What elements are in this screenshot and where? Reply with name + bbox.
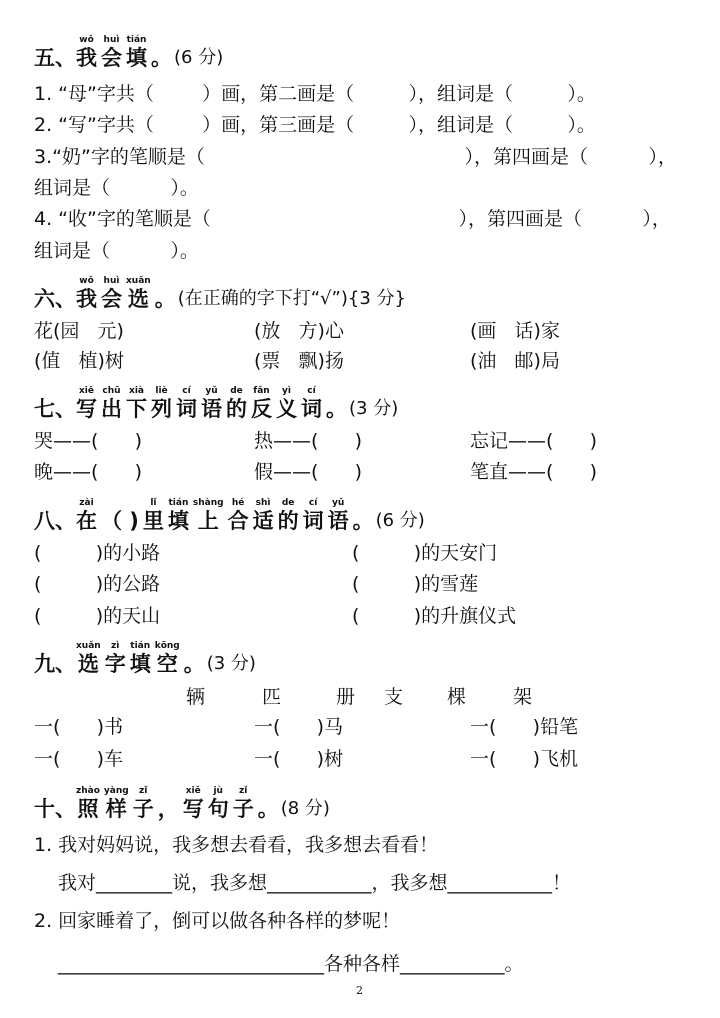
s5-line-1: 1. “母”字共（ ）画，第二画是（ ），组词是（ ）。 bbox=[34, 83, 596, 105]
s9-item: 一( )铅笔 bbox=[470, 716, 579, 738]
section-6-number: 六、 bbox=[34, 287, 76, 311]
section-8-score: (6 分) bbox=[375, 510, 425, 531]
ruby-char: jù 句 bbox=[207, 786, 229, 821]
ruby-char: lǐ 里 bbox=[142, 498, 164, 533]
ruby-char: xuǎn 选 bbox=[76, 641, 101, 676]
s10-fill-1: 我对________说，我多想___________，我多想___________！ bbox=[58, 872, 572, 894]
ruby-char: kōng 空 bbox=[154, 641, 180, 676]
ruby-char: hé 合 bbox=[227, 498, 249, 533]
ruby-char: wǒ 我 bbox=[76, 35, 97, 70]
page-number: 2 bbox=[356, 984, 363, 997]
s6-item: (油 邮)局 bbox=[470, 350, 560, 372]
s9-option: 支 bbox=[384, 686, 404, 708]
ruby-char: yì 义 bbox=[276, 386, 297, 421]
ruby-char: （ ) bbox=[101, 509, 139, 533]
s7-item: 哭——( ) bbox=[34, 430, 143, 452]
ruby-char: ， bbox=[157, 797, 179, 821]
s6-item: (值 植)树 bbox=[34, 350, 124, 372]
s9-option: 棵 bbox=[447, 686, 467, 708]
ruby-char: xià 下 bbox=[126, 386, 147, 421]
s9-item: 一( )书 bbox=[34, 716, 124, 738]
ruby-char: shì 适 bbox=[252, 498, 274, 533]
section-10-score: (8 分) bbox=[280, 798, 330, 819]
ruby-char: wǒ 我 bbox=[76, 276, 97, 311]
section-8-number: 八、 bbox=[34, 509, 76, 533]
heading-period: 。 bbox=[257, 797, 279, 821]
s5-line-3: 3.“奶”字的笔顺是（ ），第四画是（ ）， bbox=[34, 146, 677, 168]
ruby-char: yǔ 语 bbox=[327, 498, 349, 533]
s9-option: 册 bbox=[336, 686, 356, 708]
ruby-char: xiě 写 bbox=[76, 386, 97, 421]
ruby-char: xuǎn 选 bbox=[126, 276, 151, 311]
s8-item: ( )的公路 bbox=[34, 573, 161, 595]
heading-period: 。 bbox=[352, 509, 374, 533]
ruby-char: yàng 样 bbox=[103, 786, 129, 821]
s6-item: (画 话)家 bbox=[470, 320, 560, 342]
ruby-char: cí 词 bbox=[302, 498, 324, 533]
section-7-number: 七、 bbox=[34, 397, 76, 421]
s8-item: ( )的雪莲 bbox=[352, 573, 479, 595]
s8-item: ( )的升旗仪式 bbox=[352, 605, 517, 627]
ruby-char: de 的 bbox=[226, 386, 247, 421]
s9-option: 架 bbox=[513, 686, 533, 708]
ruby-char: xiě 写 bbox=[182, 786, 204, 821]
s10-example-1: 1. 我对妈妈说，我多想去看看，我多想去看看！ bbox=[34, 834, 439, 856]
section-9-number: 九、 bbox=[34, 652, 76, 676]
s8-item: ( )的天安门 bbox=[352, 542, 498, 564]
s7-item: 热——( ) bbox=[254, 430, 363, 452]
s10-example-2: 2. 回家睡着了，倒可以做各种各样的梦呢！ bbox=[34, 910, 401, 932]
section-5-score: (6 分) bbox=[174, 47, 224, 68]
s5-line-4: 组词是（ ）。 bbox=[34, 177, 199, 199]
section-9-heading bbox=[34, 641, 256, 677]
section-10-heading bbox=[34, 786, 330, 822]
ruby-char: cí 词 bbox=[301, 386, 322, 421]
ruby-char: zhào 照 bbox=[76, 786, 100, 821]
s10-fill-2: ____________________________各种各样___________。 bbox=[58, 953, 524, 975]
s9-option: 辆 bbox=[186, 686, 206, 708]
section-5-number: 五、 bbox=[34, 46, 76, 70]
ruby-char: tián 填 bbox=[126, 35, 147, 70]
ruby-char: liè 列 bbox=[151, 386, 172, 421]
s7-item: 忘记——( ) bbox=[470, 430, 598, 452]
s6-item: 花(园 元) bbox=[34, 320, 124, 342]
ruby-char: huì 会 bbox=[101, 35, 122, 70]
s9-item: 一( )飞机 bbox=[470, 748, 579, 770]
s9-item: 一( )树 bbox=[254, 748, 344, 770]
s9-option: 匹 bbox=[262, 686, 282, 708]
s8-item: ( )的小路 bbox=[34, 542, 161, 564]
section-10-number: 十、 bbox=[34, 797, 76, 821]
s7-item: 晚——( ) bbox=[34, 461, 143, 483]
ruby-char: tián 填 bbox=[129, 641, 151, 676]
s9-item: 一( )车 bbox=[34, 748, 124, 770]
heading-period: 。 bbox=[154, 287, 176, 311]
ruby-char: fǎn 反 bbox=[251, 386, 272, 421]
heading-period: 。 bbox=[151, 46, 172, 70]
ruby-char: cí 词 bbox=[176, 386, 197, 421]
s6-item: (放 方)心 bbox=[254, 320, 344, 342]
ruby-char: yǔ 语 bbox=[201, 386, 222, 421]
ruby-char: chū 出 bbox=[101, 386, 122, 421]
ruby-char: zǐ 子 bbox=[132, 786, 154, 821]
s7-item: 假——( ) bbox=[254, 461, 363, 483]
section-7-heading bbox=[34, 386, 398, 422]
s5-line-6: 组词是（ ）。 bbox=[34, 240, 199, 262]
ruby-char: de 的 bbox=[277, 498, 299, 533]
section-6-score: (在正确的字下打“√”){3 分} bbox=[177, 288, 406, 309]
ruby-char: tián 填 bbox=[167, 498, 189, 533]
section-8-heading bbox=[34, 498, 425, 534]
heading-period: 。 bbox=[326, 397, 347, 421]
s6-item: (票 飘)扬 bbox=[254, 350, 344, 372]
section-9-score: (3 分) bbox=[206, 653, 256, 674]
s8-item: ( )的天山 bbox=[34, 605, 161, 627]
ruby-char: zǐ 子 bbox=[232, 786, 254, 821]
s9-item: 一( )马 bbox=[254, 716, 344, 738]
s5-line-2: 2. “写”字共（ ）画，第三画是（ ），组词是（ ）。 bbox=[34, 114, 596, 136]
section-6-heading bbox=[34, 276, 406, 312]
ruby-char: huì 会 bbox=[101, 276, 122, 311]
section-5-heading bbox=[34, 35, 223, 71]
section-7-score: (3 分) bbox=[349, 398, 399, 419]
s5-line-5: 4. “收”字的笔顺是（ ），第四画是（ ）， bbox=[34, 208, 671, 230]
heading-period: 。 bbox=[183, 652, 205, 676]
ruby-char: zì 字 bbox=[104, 641, 126, 676]
ruby-char: shàng 上 bbox=[192, 498, 224, 533]
s7-item: 笔直——( ) bbox=[470, 461, 598, 483]
ruby-char: zài 在 bbox=[76, 498, 97, 533]
